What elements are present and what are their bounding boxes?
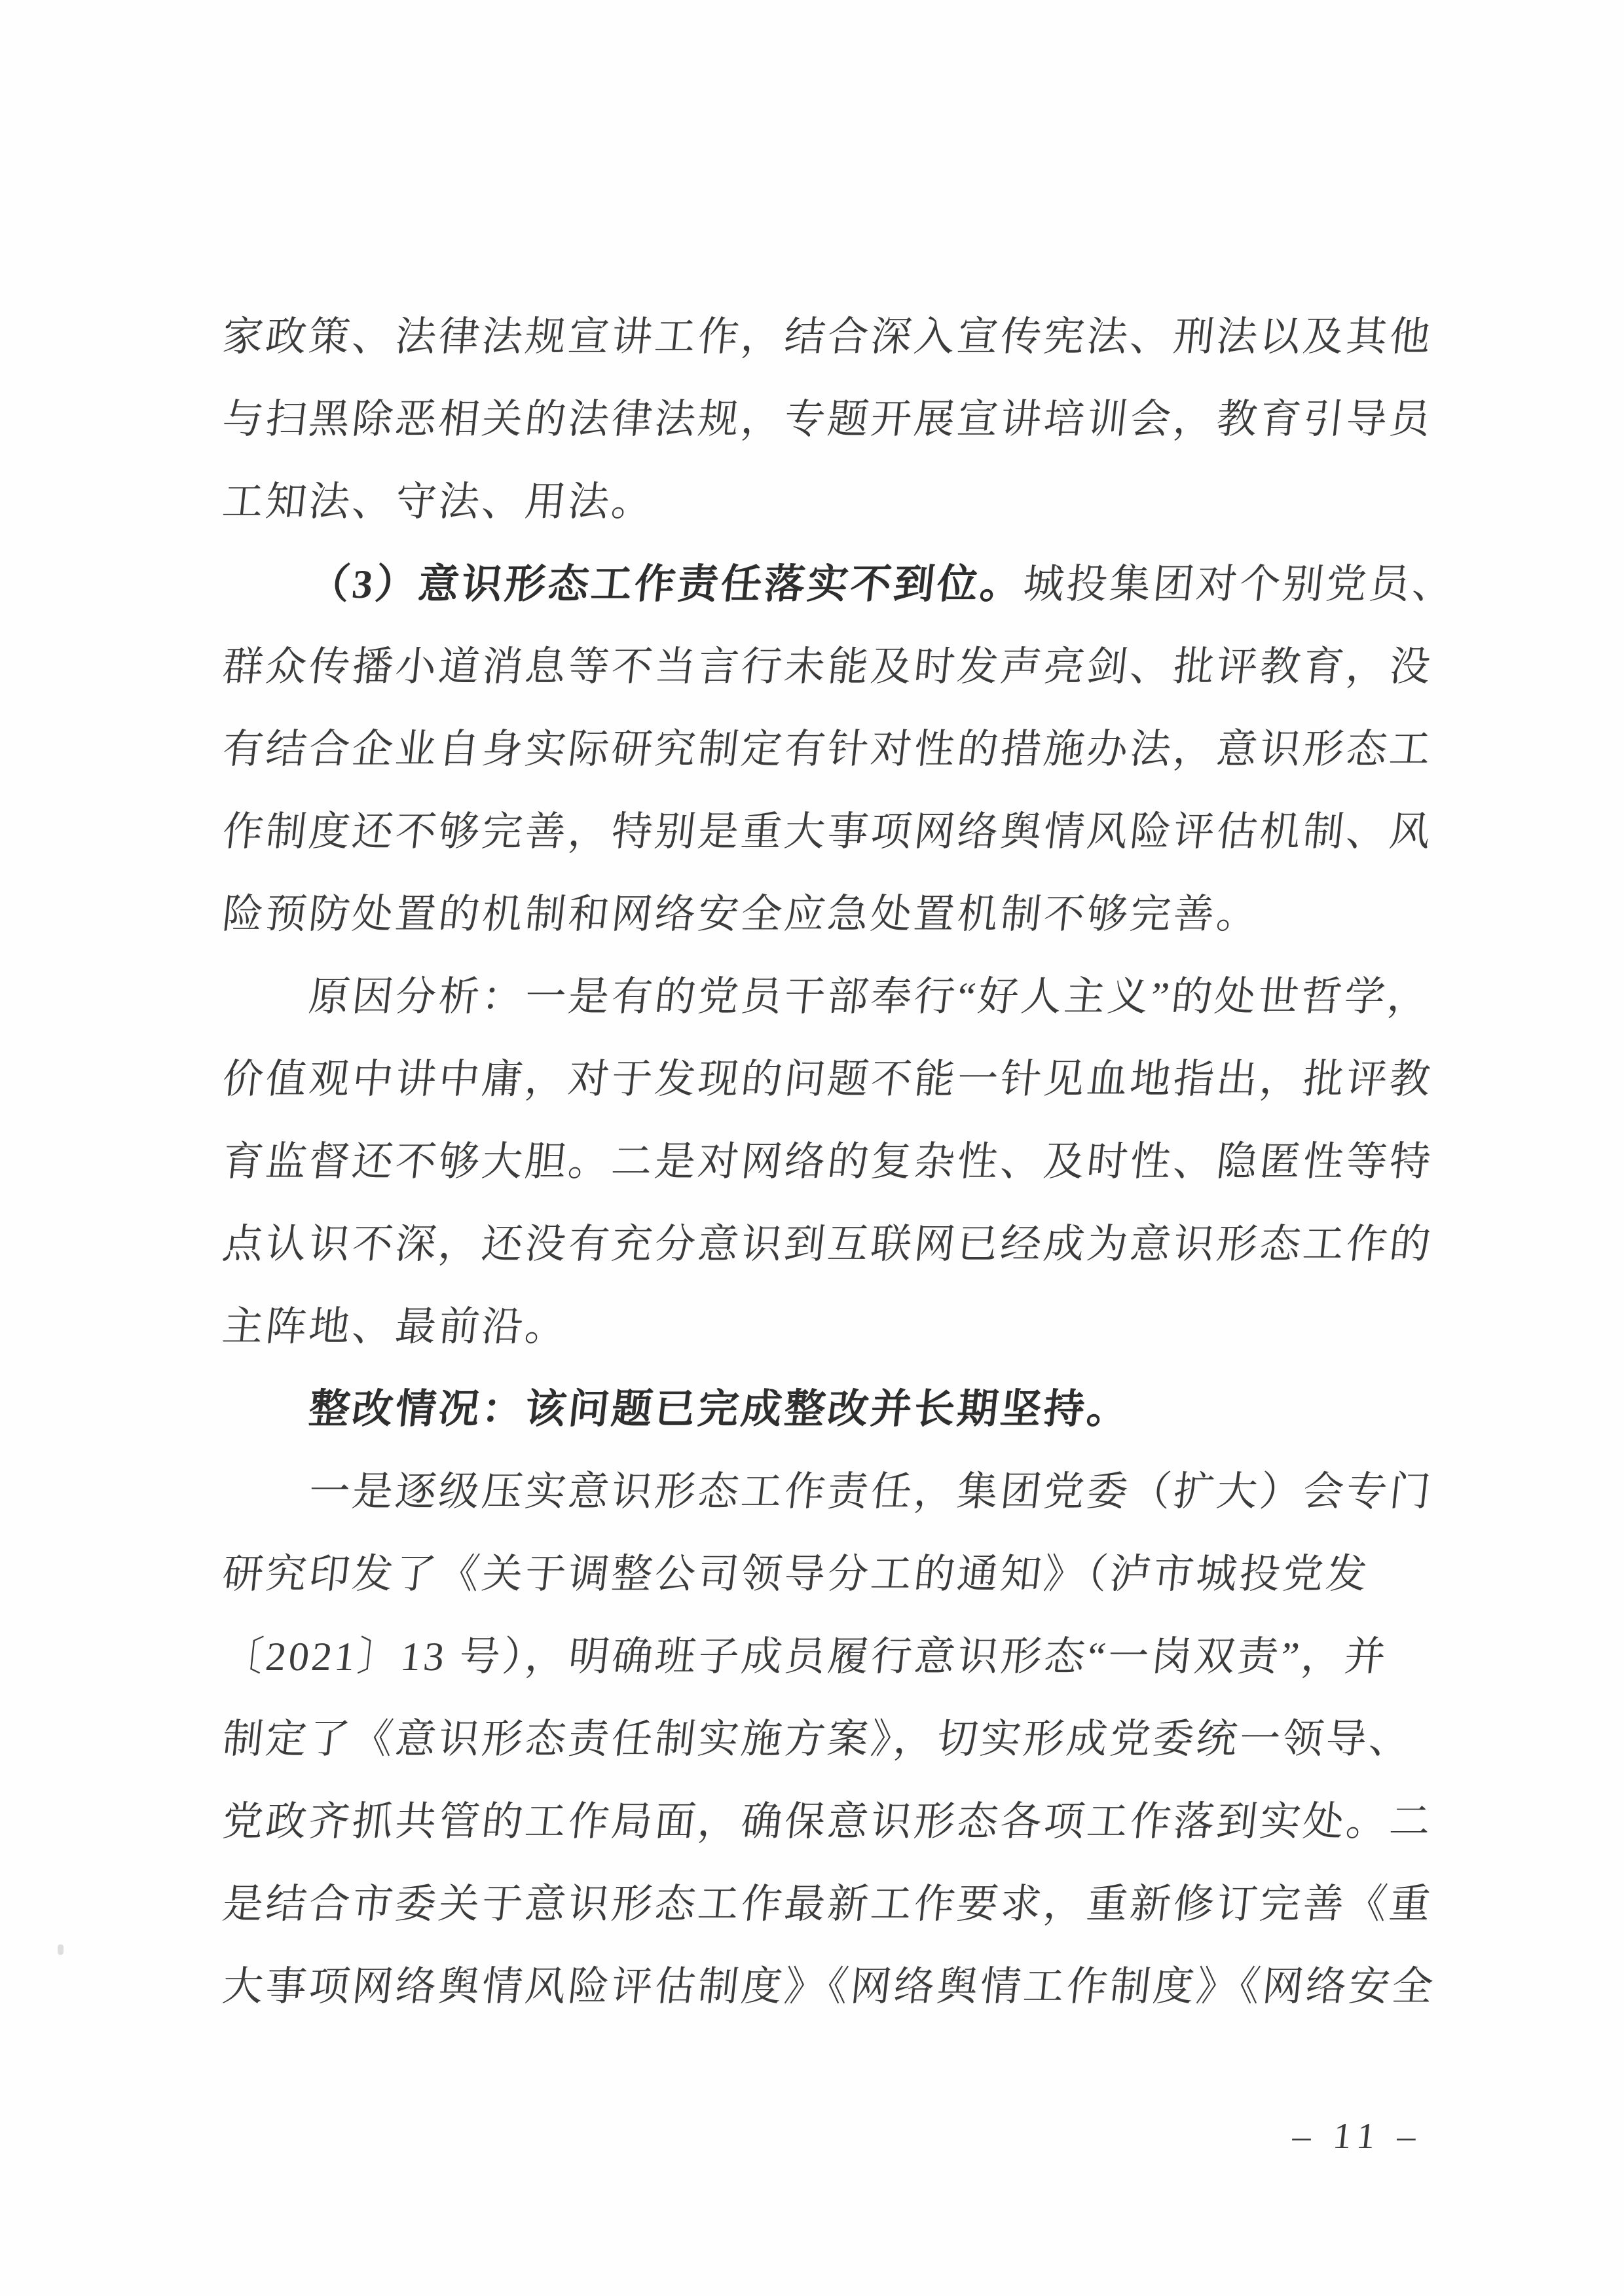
body-text: 一是逐级压实意识形态工作责任，集团党委（扩大）会专门: [306, 1470, 1435, 1514]
text-line: [220, 378, 1447, 461]
body-text: 与扫黑除恶相关的法律法规，专题开展宣讲培训会，教育引导员: [220, 397, 1435, 442]
text-line: [220, 1038, 1447, 1121]
text-line: [220, 791, 1447, 873]
text-line: [220, 1863, 1447, 1946]
text-line-content: [218, 1038, 1437, 1121]
text-line-content: [304, 956, 1435, 1038]
page-number-label: – 11 –: [1290, 2116, 1425, 2157]
text-line: [220, 708, 1447, 791]
body-text: 主阵地、最前沿。: [220, 1305, 571, 1349]
text-line-content: [218, 1863, 1437, 1946]
text-line-content: [218, 873, 1264, 956]
text-line-content: [304, 1368, 1134, 1451]
body-text: 价值观中讲中庸，对于发现的问题不能一针见血地指出，批评教: [220, 1057, 1435, 1102]
body-text: 险预防处置的机制和网络安全应急处置机制不够完善。: [220, 892, 1263, 937]
body-text: 城投集团对个别党员、: [1021, 562, 1458, 607]
text-line: [220, 626, 1447, 708]
text-line: [220, 1533, 1447, 1616]
body-text: 制定了《意识形态责任制实施方案》，切实形成党委统一领导、: [220, 1717, 1415, 1762]
text-line: [220, 296, 1447, 378]
body-text: 育监督还不够大胆。二是对网络的复杂性、及时性、隐匿性等特: [220, 1140, 1435, 1184]
text-line: [220, 873, 1447, 956]
scan-artifact: [58, 1944, 64, 1955]
text-line: [220, 1203, 1447, 1286]
body-text: 工知法、守法、用法。: [220, 480, 657, 524]
text-line-content: [218, 1698, 1416, 1781]
body-text: 是结合市委关于意识形态工作最新工作要求，重新修订完善《重: [220, 1882, 1435, 1927]
text-line-content: [218, 708, 1437, 791]
text-line-content: [218, 1616, 1392, 1698]
body-text: 点认识不深，还没有充分意识到互联网已经成为意识形态工作的: [220, 1222, 1435, 1267]
text-line-content: [218, 791, 1437, 873]
page-number: [1290, 2107, 1425, 2166]
text-line-content: [218, 1781, 1437, 1863]
text-line: [220, 1121, 1447, 1203]
text-line-content: [218, 1533, 1373, 1616]
text-line-content: [304, 1451, 1437, 1533]
text-line: [220, 1946, 1447, 2028]
text-line: [220, 1616, 1447, 1698]
text-line-content: [218, 378, 1437, 461]
body-text: 群众传播小道消息等不当言行未能及时发声亮剑、批评教育，没: [220, 645, 1435, 689]
text-line: [220, 1781, 1447, 1863]
text-line-content: [218, 1946, 1439, 2028]
text-line-content: [218, 461, 659, 543]
text-line: [220, 1698, 1447, 1781]
text-line-content: [218, 1286, 572, 1368]
text-line-content: [304, 543, 1460, 626]
body-text: 原因分析：一是有的党员干部奉行“好人主义”的处世哲学，: [306, 975, 1433, 1019]
text-line-content: [218, 1203, 1437, 1286]
text-line: [220, 461, 1447, 543]
text-line: [223, 1368, 1447, 1451]
text-line: [220, 1286, 1447, 1368]
body-text: 大事项网络舆情风险评估制度》《网络舆情工作制度》《网络安全: [220, 1965, 1438, 2009]
body-text: 研究印发了《关于调整公司领导分工的通知》（泸市城投党发: [220, 1552, 1372, 1597]
body-text: 作制度还不够完善，特别是重大事项网络舆情风险评估机制、风: [220, 810, 1435, 854]
emphasis-text: 整改情况：该问题已完成整改并长期坚持。: [306, 1387, 1133, 1432]
body-text: 党政齐抓共管的工作局面，确保意识形态各项工作落到实处。二: [220, 1800, 1435, 1844]
document-body: [220, 296, 1458, 2028]
text-line-content: [218, 1121, 1437, 1203]
body-text: 〔2021〕13 号），明确班子成员履行意识形态“一岗双责”，并: [220, 1635, 1391, 1679]
text-line: [223, 1451, 1447, 1533]
emphasis-text: （3）意识形态工作责任落实不到位。: [306, 562, 1026, 607]
text-line: [223, 543, 1458, 626]
text-line-content: [218, 296, 1437, 378]
body-text: 有结合企业自身实际研究制定有针对性的措施办法，意识形态工: [220, 727, 1435, 772]
text-line: [223, 956, 1447, 1038]
body-text: 家政策、法律法规宣讲工作，结合深入宣传宪法、刑法以及其他: [220, 315, 1435, 359]
text-line-content: [218, 626, 1437, 708]
